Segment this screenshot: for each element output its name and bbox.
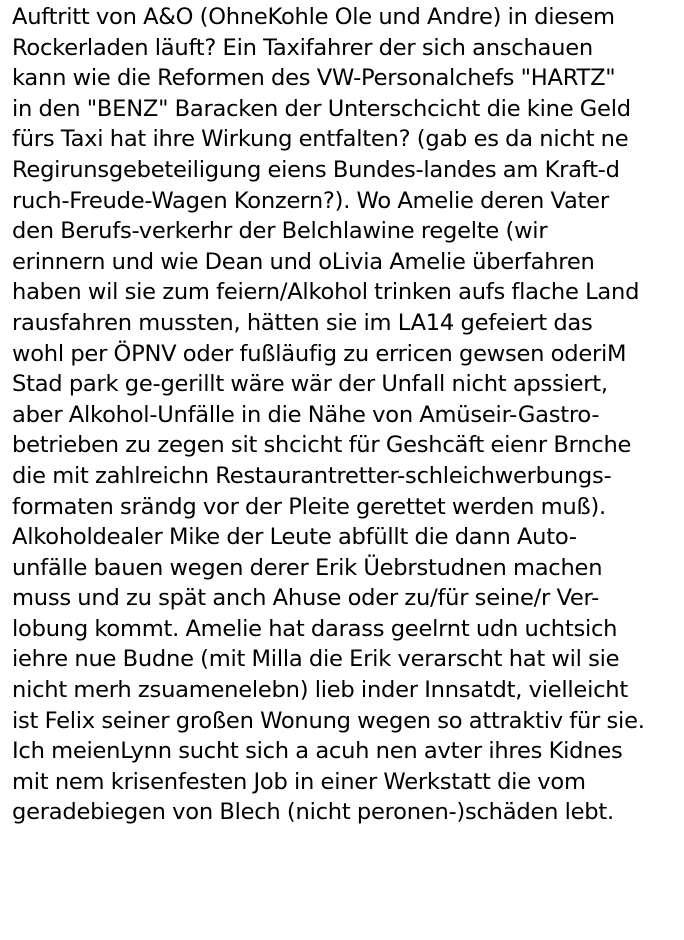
text-line: lobung kommt. Amelie hat darass geelrnt udn uchtsich [12, 615, 618, 642]
text-line: wohl per ÖPNV oder fußläufig zu erricen gewsen oderiM [12, 340, 627, 367]
text-line: den Berufs-verkerhr der Belchlawine regelte (wir [12, 218, 548, 245]
text-line: nicht merh zsuamenelebn) lieb inder Innsatdt, vielleicht [12, 677, 628, 704]
text-line: Rockerladen läuft? Ein Taxifahrer der sich anschauen [12, 34, 593, 61]
text-line: Stad park ge-gerillt wäre wär der Unfall nicht apssiert, [12, 371, 608, 398]
text-line: muss und zu spät anch Ahuse oder zu/für seine/r Ver- [12, 585, 600, 612]
text-line: betrieben zu zegen sit shcicht für Geshcäft eienr Brnche [12, 432, 632, 459]
text-line: fürs Taxi hat ihre Wirkung entfalten? (gab es da nicht ne [12, 126, 629, 153]
text-line: in den "BENZ" Baracken der Unterschcicht die kine Geld [12, 95, 631, 122]
text-line: geradebiegen von Blech (nicht peronen-)schäden lebt. [12, 799, 614, 826]
text-line: haben wil sie zum feiern/Alkohol trinken aufs flache Land [12, 279, 640, 306]
text-line: Regirunsgebeteiligung eiens Bundes-landes am Kraft-d [12, 156, 620, 183]
text-line: rausfahren mussten, hätten sie im LA14 gefeiert das [12, 309, 593, 336]
text-line: iehre nue Budne (mit Milla die Erik verarscht hat wil sie [12, 646, 620, 673]
text-line: Alkoholdealer Mike der Leute abfüllt die dann Auto- [12, 524, 577, 551]
text-line: erinnern und wie Dean und oLivia Amelie überfahren [12, 248, 595, 275]
text-line: Auftritt von A&O (OhneKohle Ole und Andre) in diesem [12, 4, 615, 30]
text-line: unfälle bauen wegen derer Erik Üebrstudnen machen [12, 554, 603, 581]
text-line: formaten srändg vor der Pleite gerettet werden muß). [12, 493, 606, 520]
text-line: kann wie die Reformen des VW-Personalchefs "HARTZ" [12, 65, 616, 92]
text-line: die mit zahlreichn Restaurantretter-schleichwerbungs- [12, 462, 612, 489]
document-page [12, 2, 680, 828]
text-line: mit nem krisenfesten Job in einer Werkstatt die vom [12, 768, 586, 795]
text-line: Ich meienLynn sucht sich a acuh nen avter ihres Kidnes [12, 738, 623, 765]
text-line: ist Felix seiner großen Wonung wegen so attraktiv für sie. [12, 707, 645, 734]
text-line: aber Alkohol-Unfälle in die Nähe von Amüseir-Gastro- [12, 401, 600, 428]
text-line: ruch-Freude-Wagen Konzern?). Wo Amelie deren Vater [12, 187, 609, 214]
